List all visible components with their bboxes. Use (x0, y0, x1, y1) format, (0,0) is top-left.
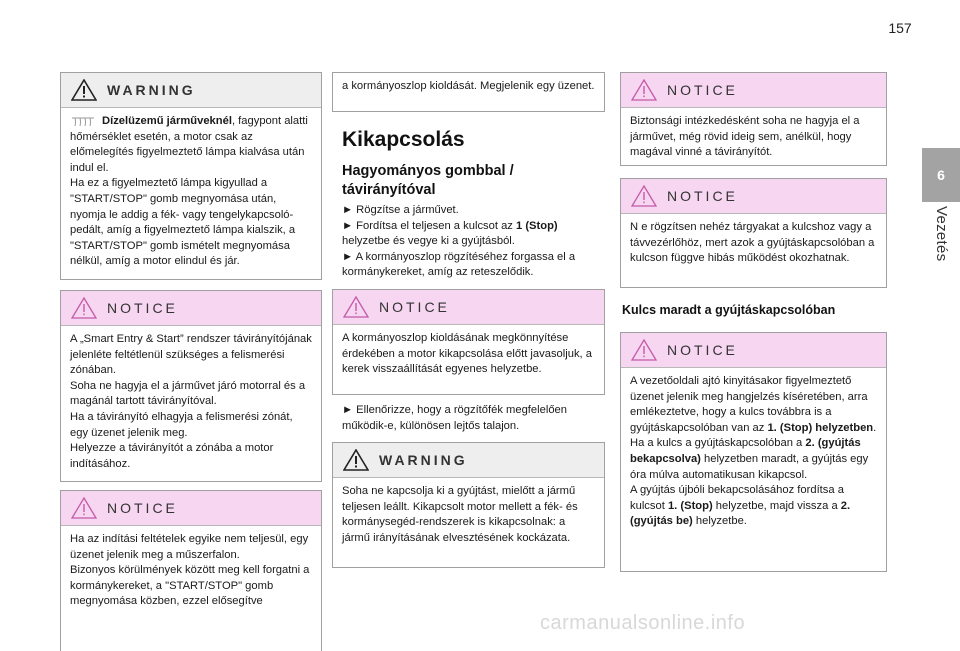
notice-box-steering (332, 289, 605, 395)
notice-title: NOTICE (379, 299, 450, 315)
warning-box-ignition (332, 442, 605, 568)
warning-triangle-icon (71, 79, 97, 101)
chapter-title (930, 206, 956, 326)
notice-header (333, 290, 604, 325)
notice-triangle-icon (343, 296, 369, 318)
warning-text-2: Ha ez a figyelmeztető lámpa kigyullad a "START/STOP" gomb megnyomása után, nyomja le addig a fék- vagy tengelykapcsoló-pedált, amíg a figyelmeztető lámpa kialszik, a "START/STOP" gomb ismételt megnyomása nélkül, amíg a motor elindul és jár. (70, 177, 296, 268)
warning-text: Soha ne kapcsolja ki a gyújtást, mielőtt a jármű teljesen leállt. Kikapcsolt motor mellett a fék- és kormánysegéd-rendszerek is kikapcsolnak: a jármű irányításának elvesztésének kockázata. (342, 485, 578, 544)
warning-triangle-icon (343, 449, 369, 471)
warning-title: WARNING (379, 452, 468, 468)
notice-text: N e rögzítsen nehéz tárgyakat a kulcshoz vagy a távvezérlőhöz, mert azok a gyújtáskapcsolóban a kulcson függve hibás működést okozhatnak. (630, 221, 875, 265)
warning-header (61, 73, 321, 108)
notice-title: NOTICE (107, 300, 178, 316)
notice-box-smart-entry (60, 290, 322, 482)
notice-text: Ha az indítási feltételek egyike nem teljesül, egy üzenet jelenik meg a műszerfalon. (70, 533, 309, 561)
warning-box-diesel (60, 72, 322, 280)
notice-header (621, 73, 886, 108)
notice-header (621, 333, 886, 368)
step-1: ► Rögzítse a járművet. (342, 204, 459, 216)
subsection-heading-key: Kulcs maradt a gyújtáskapcsolóban (622, 303, 836, 317)
notice-box-heavy-objects (620, 178, 887, 288)
notice-text: A „Smart Entry & Start” rendszer távirányítójának jelenléte feltétlenül szükséges a felismerési zónában. (70, 333, 312, 377)
warning-text: , fagypont alatti hőmérséklet esetén, a motor csak az előmelegítés figyelmeztető lámpa kialvása után indul el. (70, 115, 308, 174)
step-4: ► Ellenőrizze, hogy a rögzítőfék megfelelően működik-e, különösen lejtős talajon. (342, 404, 568, 432)
notice-text-3: A gyújtás újbóli bekapcsolásához fordítsa a kulcsot 1. (Stop) helyzetbe, majd vissza a 2. (gyújtás be) helyzetbe. (630, 484, 851, 528)
notice-text: Biztonsági intézkedésként soha ne hagyja el a járművet, még rövid ideig sem, anélkül, hogy magával vinné a távirányítót. (630, 115, 860, 159)
notice-text-3: Ha a távirányító elhagyja a felismerési zónát, egy üzenet jelenik meg. (70, 410, 293, 439)
steps-text (342, 203, 604, 281)
notice-header (621, 179, 886, 214)
notice-triangle-icon (631, 185, 657, 207)
diesel-bold: Dízelüzemű járműveknél (102, 115, 232, 127)
continued-notice-fragment (332, 72, 605, 112)
chapter-title-text: Vezetés (933, 206, 950, 262)
step-2: ► Fordítsa el teljesen a kulcsot az 1 (Stop) helyzetbe és vegye ki a gyújtásból. (342, 219, 558, 248)
notice-header (61, 291, 321, 326)
notice-triangle-icon (71, 297, 97, 319)
notice-text-2: Ha a kulcs a gyújtáskapcsolóban a 2. (gyújtás bekapcsolva) helyzetben maradt, a gyújtás egy óra múlva automatikusan kikapcsol. (630, 437, 869, 481)
footer-watermark: carmanualsonline.info (540, 612, 746, 634)
notice-box-key-left (620, 332, 887, 572)
notice-text-4: Helyezze a távirányítót a zónába a motor indításához. (70, 442, 274, 470)
section-heading: Kikapcsolás (342, 128, 465, 151)
notice-text: A vezetőoldali ajtó kinyitásakor figyelmeztető üzenet jelenik meg hangjelzés kíséretében, arra emlékeztetve, hogy a kulcs továbbra is a gyújtáskapcsolóban van az 1. (Stop) helyzetben. (630, 375, 877, 434)
warning-header (333, 443, 604, 478)
continued-text: a kormányoszlop kioldását. Megjelenik egy üzenet. (342, 80, 595, 92)
notice-title: NOTICE (107, 500, 178, 516)
subsection-heading: Hagyományos gombbal / távirányítóval (342, 163, 514, 198)
chapter-tab[interactable]: 6 (922, 148, 960, 202)
notice-triangle-icon (71, 497, 97, 519)
notice-title: NOTICE (667, 342, 738, 358)
preheating-icon (70, 114, 96, 128)
notice-title: NOTICE (667, 188, 738, 204)
step-3: ► A kormányoszlop rögzítéséhez forgassa el a kormánykereket, amíg az reteszelődik. (342, 250, 576, 279)
notice-triangle-icon (631, 339, 657, 361)
notice-triangle-icon (631, 79, 657, 101)
notice-text-2: Bizonyos körülmények között meg kell forgatni a kormánykereket, a "START/STOP" gomb megnyomása közben, ezzel elősegítve (70, 564, 310, 608)
warning-title: WARNING (107, 82, 196, 98)
notice-box-start-conditions (60, 490, 322, 651)
notice-box-security (620, 72, 887, 166)
notice-text: A kormányoszlop kioldásának megkönnyítése érdekében a motor kikapcsolása előtt javasoljuk, a kerek visszaállítását egyenes helyzetbe. (342, 332, 592, 376)
notice-header (61, 491, 321, 526)
notice-title: NOTICE (667, 82, 738, 98)
page-number: 157 (888, 20, 912, 36)
notice-text-2: Soha ne hagyja el a járművet járó motorral és a magánál tartott távirányítóval. (70, 379, 306, 408)
